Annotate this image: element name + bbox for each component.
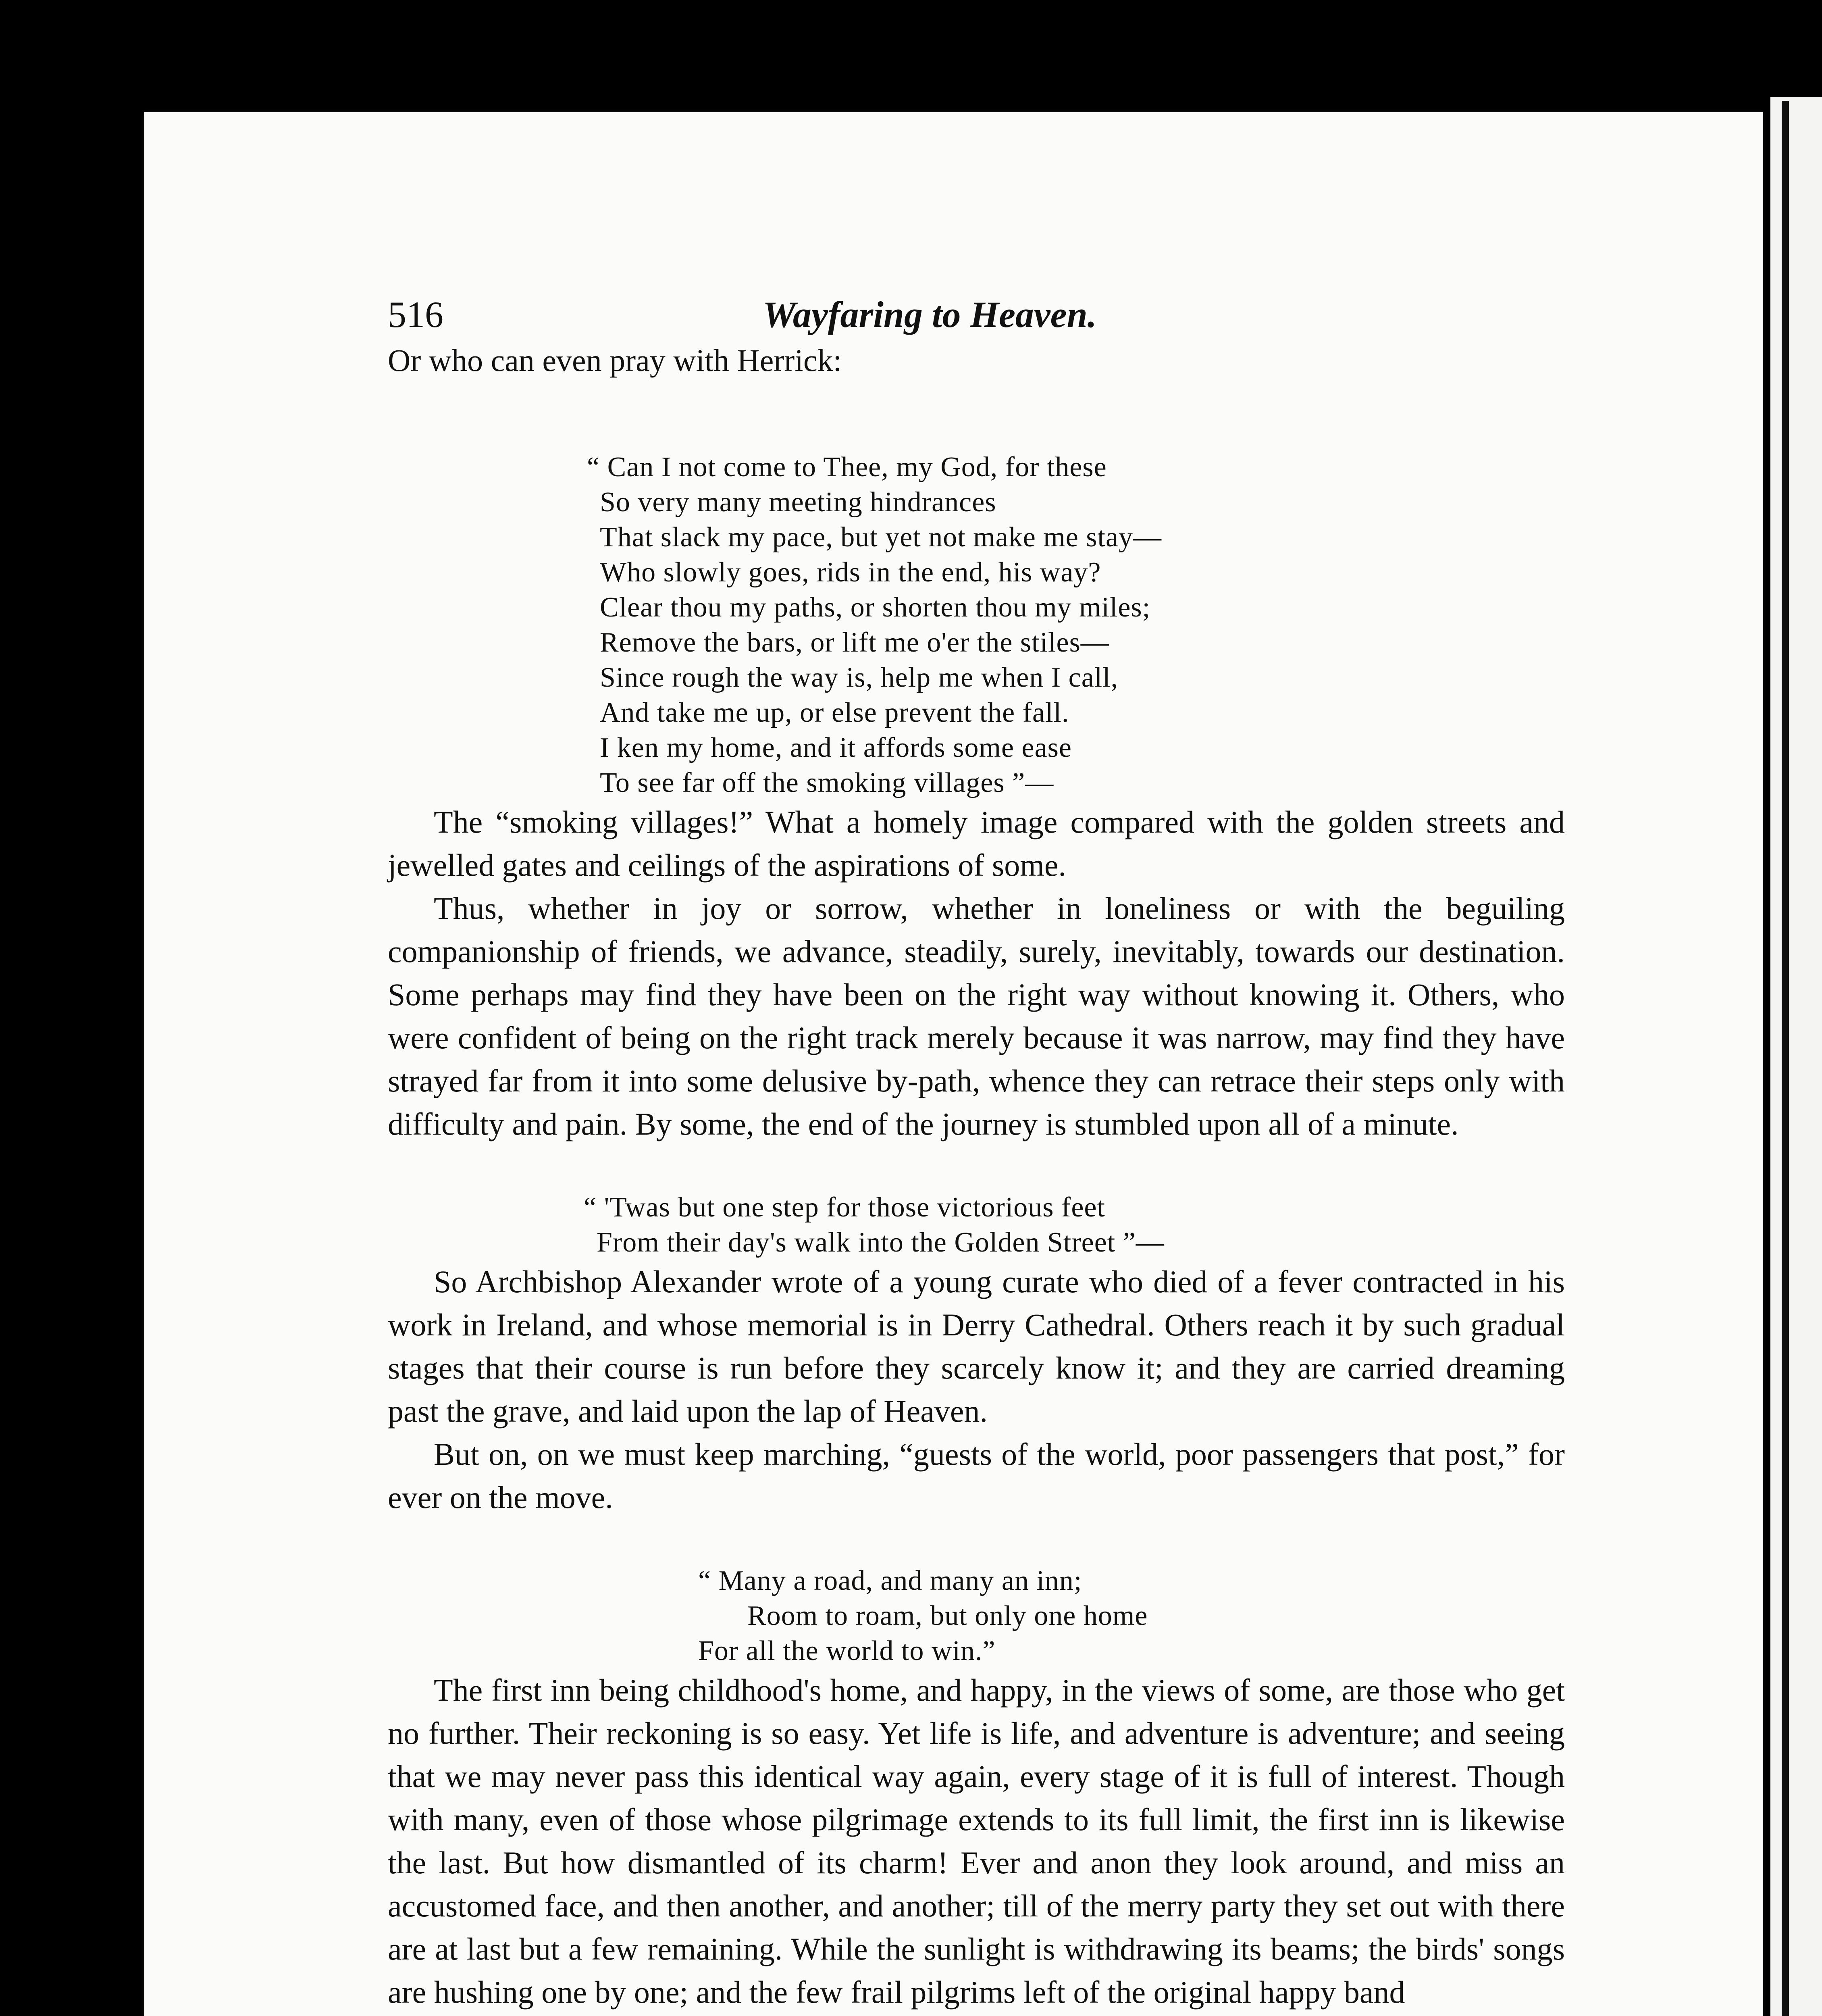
page-header <box>388 290 1565 339</box>
herrick-poem <box>587 450 1565 800</box>
poem-line: From their day's walk into the Golden Street ”— <box>597 1227 1165 1258</box>
poem-line: Room to roam, but only one home <box>747 1600 1148 1631</box>
poem-line: That slack my pace, but yet not make me stay— <box>600 522 1162 553</box>
poem-line: Clear thou my paths, or shorten thou my miles; <box>600 592 1151 623</box>
poem-line: “ 'Twas but one step for those victorious feet <box>584 1192 1105 1223</box>
poem-line: “ Many a road, and many an inn; <box>698 1565 1082 1596</box>
page-gutter <box>1782 101 1789 2016</box>
adjacent-page-edge <box>1770 97 1822 2016</box>
poem-line: To see far off the smoking villages ”— <box>600 767 1054 798</box>
poem-line: And take me up, or else prevent the fall. <box>600 697 1069 728</box>
poem-line: Since rough the way is, help me when I call, <box>600 662 1119 693</box>
golden-street-poem <box>584 1190 1565 1260</box>
paragraph-smoking-villages: The “smoking villages!” What a homely image compared with the golden streets and jewelled gates and ceilings of the aspirations of some. <box>388 804 1565 883</box>
poem-line: Remove the bars, or lift me o'er the stiles— <box>600 627 1109 658</box>
paragraph-thus: Thus, whether in joy or sorrow, whether in loneliness or with the beguiling companionship of friends, we advance, steadily, surely, inevitably, towards our destination. Some perhaps may find they have been on the right way without knowing it. Others, who were confident of being on the right track merely because it was narrow, may find they have strayed far from it into some delusive by-path, whence they can retrace their steps only with difficulty and pain. By some, the end of the journey is stumbled upon all of a minute. <box>388 891 1565 1141</box>
poem-line: I ken my home, and it affords some ease <box>600 732 1072 763</box>
poem-line: For all the world to win.” <box>698 1635 996 1666</box>
paragraph-first-inn: The first inn being childhood's home, and happy, in the views of some, are those who get no further. Their reckoning is so easy. Yet life is life, and adventure is adventure; and seeing that we may never pass this identical way again, every stage of it is full of interest. Though with many, even of those whose pilgrimage extends to its full limit, the first inn is likewise the last. But how dismantled of its charm! Ever and anon they look around, and miss an accustomed face, and then another, and another; till of the merry party they set out with there are at last but a few remaining. While the sunlight is withdrawing its beams; the birds' songs are hushing one by one; and the few frail pilgrims left of the original happy band <box>388 1672 1565 2010</box>
paragraph-marching: But on, on we must keep marching, “guests of the world, poor passengers that post,” for ever on the move. <box>388 1437 1565 1515</box>
poem-line: Who slowly goes, rids in the end, his way? <box>600 557 1101 588</box>
paragraph-archbishop: So Archbishop Alexander wrote of a young curate who died of a fever contracted in his work in Ireland, and whose memorial is in Derry Cathedral. Others reach it by such gradual stages that their course is run before they scarcely know it; and they are carried dreaming past the grave, and laid upon the lap of Heaven. <box>388 1264 1565 1429</box>
poem-line: So very many meeting hindrances <box>600 487 996 518</box>
intro-line: Or who can even pray with Herrick: <box>388 343 842 378</box>
running-title: Wayfaring to Heaven. <box>763 294 1097 335</box>
page-number: 516 <box>388 294 443 335</box>
road-inn-poem <box>698 1563 1565 1668</box>
poem-line: “ Can I not come to Thee, my God, for these <box>587 452 1107 483</box>
page-text-block <box>388 290 1565 2014</box>
